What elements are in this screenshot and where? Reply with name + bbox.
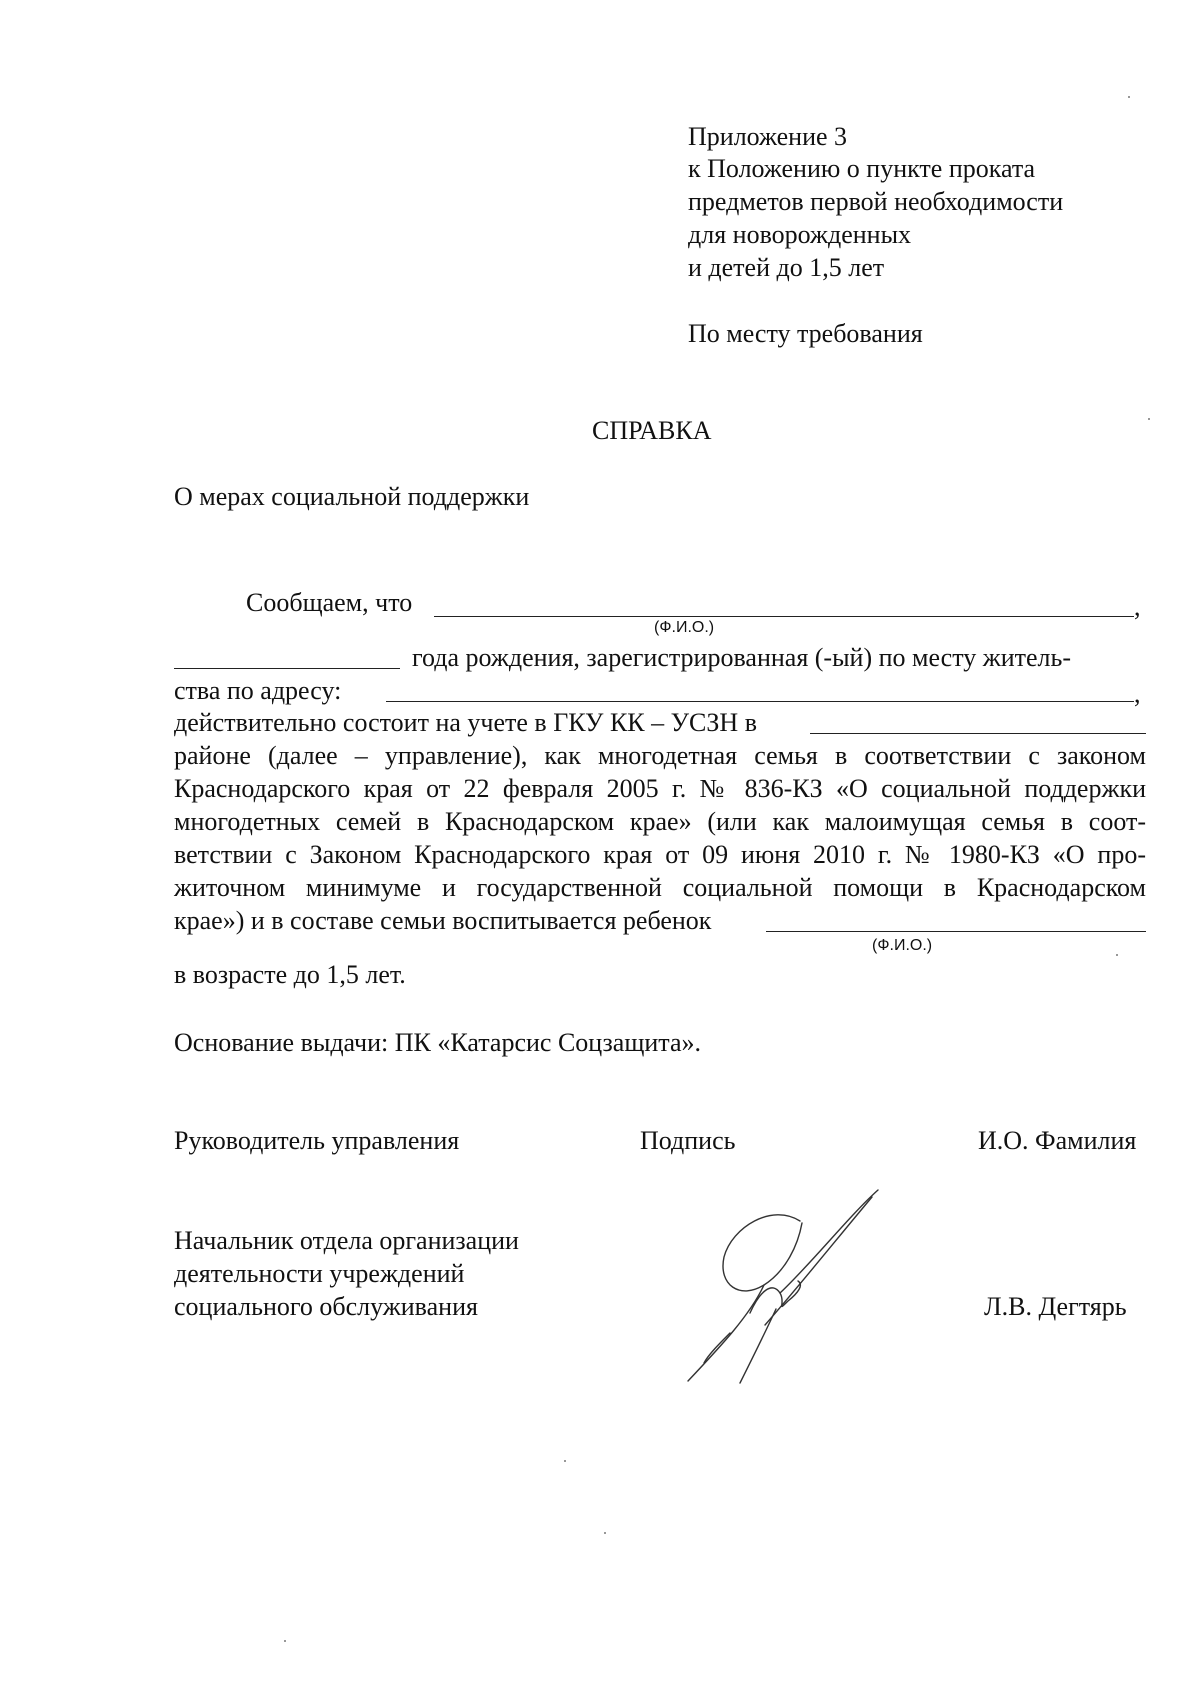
signature-label: Подпись — [640, 1126, 736, 1155]
subject-line: О мерах социальной поддержки — [174, 482, 530, 511]
annex-line-2: к Положению о пункте проката — [688, 154, 1036, 183]
scan-speck — [604, 1532, 606, 1534]
fio-caption: (Ф.И.О.) — [654, 619, 715, 636]
body-line-9: житочном минимуме и государственной социальной помощи в Краснодарском — [174, 873, 1146, 902]
document-title: СПРАВКА — [592, 416, 712, 445]
body-line-5: районе (далее – управление), как многодетная семья в соответствии с законом — [174, 741, 1146, 770]
birth-year-blank — [174, 668, 400, 669]
body-line-4: действительно состоит на учете в ГКУ КК – УСЗН в — [174, 708, 757, 737]
address-blank — [386, 701, 1134, 702]
chief-position-line-1: Начальник отдела организации — [174, 1226, 519, 1255]
scan-speck — [564, 1460, 566, 1462]
body-line-1-start: Сообщаем, что — [246, 588, 413, 617]
comma-1: , — [1134, 592, 1141, 621]
signature-stroke — [780, 1190, 878, 1293]
scan-speck — [1128, 96, 1130, 98]
child-fio-caption: (Ф.И.О.) — [872, 937, 933, 954]
district-blank — [810, 733, 1146, 734]
annex-line-4: для новорожденных — [688, 220, 912, 249]
handwritten-signature — [680, 1185, 890, 1385]
body-line-11: в возрасте до 1,5 лет. — [174, 960, 406, 989]
body-line-2: года рождения, зарегистрированная (-ый) по месту житель- — [412, 643, 1072, 672]
annex-number: Приложение 3 — [688, 122, 848, 151]
signature-stroke — [688, 1285, 764, 1381]
head-name: И.О. Фамилия — [978, 1126, 1137, 1155]
scan-speck — [1116, 954, 1118, 956]
scan-speck — [1148, 418, 1150, 420]
child-fio-blank — [766, 931, 1146, 932]
signature-stroke — [740, 1309, 776, 1383]
chief-position-line-3: социального обслуживания — [174, 1292, 478, 1321]
body-line-10: крае») и в составе семьи воспитывается ребенок — [174, 906, 712, 935]
body-line-8: ветствии с Законом Краснодарского края от 09 июня 2010 г. № 1980-КЗ «О про- — [174, 840, 1146, 869]
annex-line-3: предметов первой необходимости — [688, 187, 1064, 216]
fio-blank — [434, 616, 1134, 617]
recipient: По месту требования — [688, 319, 923, 348]
signature-stroke — [704, 1333, 730, 1363]
comma-2: , — [1134, 679, 1141, 708]
chief-name: Л.В. Дегтярь — [984, 1292, 1127, 1321]
scan-speck — [284, 1640, 286, 1642]
head-position: Руководитель управления — [174, 1126, 460, 1155]
annex-line-5: и детей до 1,5 лет — [688, 253, 885, 282]
body-line-3: ства по адресу: — [174, 676, 342, 705]
signature-stroke — [723, 1215, 802, 1291]
issuance-basis: Основание выдачи: ПК «Катарсис Соцзащита». — [174, 1028, 701, 1057]
body-line-6: Краснодарского края от 22 февраля 2005 г. № 836-КЗ «О социальной поддержки — [174, 774, 1146, 803]
body-line-7: многодетных семей в Краснодарском крае» (или как малоимущая семья в соот- — [174, 807, 1146, 836]
chief-position-line-2: деятельности учреждений — [174, 1259, 465, 1288]
